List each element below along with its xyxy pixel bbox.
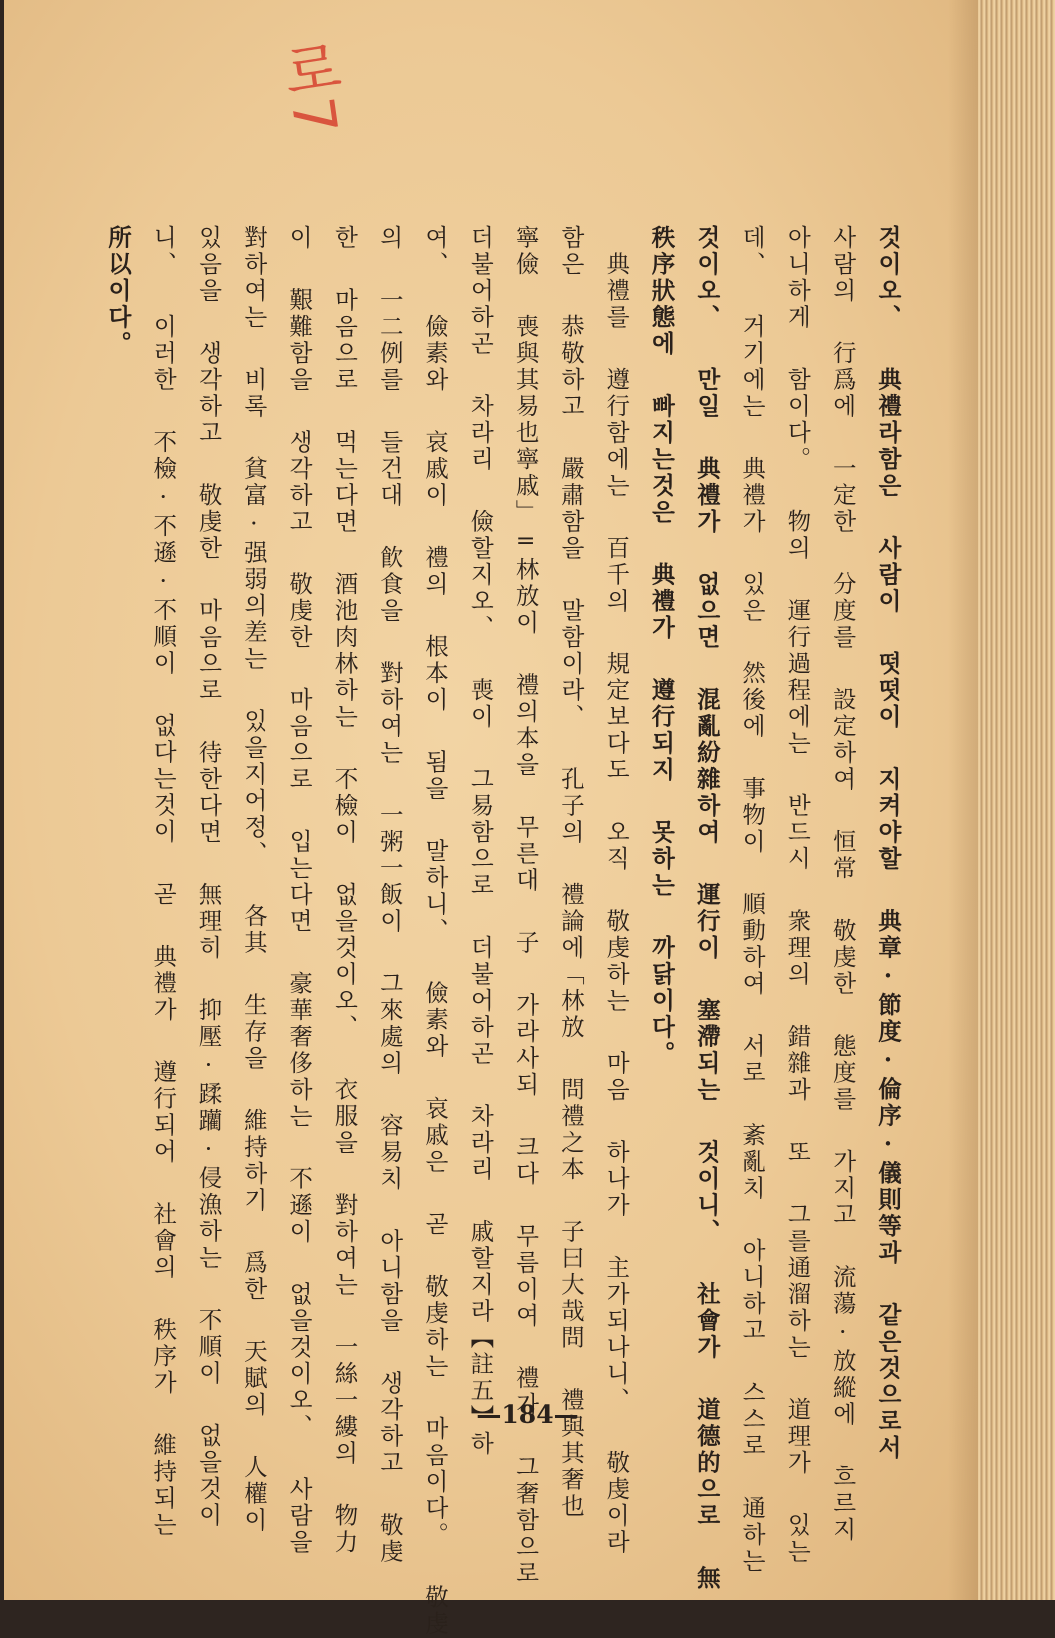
text-column: 있음을 생각하고 敬虔한 마음으로 待한다면 無理히 抑壓·蹂躪·侵漁하는 不順이 없을것이 [194,225,223,1529]
text-column: 對하여는 비록 貧富·强弱의差는 있을지어정、 各其 生存을 維持하기 爲한 天賦의 人權이 [239,225,268,1534]
text-column: 니、 이러한 不檢·不遜·不順이 없다는것이 곧 典禮가 遵行되어 社會의 秩序가 維持되는 [149,225,178,1539]
text-column: 여、 儉素와 哀戚이 禮의 根本이 됨을 말하니、 儉素와 哀戚은 곧 敬虔하는 마음이다。 敬虔 [421,225,450,1638]
text-column: 寧儉 喪與其易也寧戚」=林放이 禮의本을 무른대 子 가라사되 크다 무름이여 禮가 그奢함으로 [511,225,540,1587]
gutter-shadow [948,0,980,1600]
text-column: 의 一二例를 들건대 飮食을 對하여는 一粥一飯이 그來處의 容易치 아니함을 생각하고 敬虔 [375,225,404,1566]
text-column: 데、 거기에는 典禮가 있은 然後에 事物이 順動하여 서로 紊亂치 아니하고 스스로 通하는 [738,225,767,1575]
text-column: 더불어하곤 차라리 儉할지오、 喪이 그易함으로 더불어하곤 차라리 戚할지라【註五】하 [466,225,495,1458]
text-column: 한 마음으로 먹는다면 酒池肉林하는 不檢이 없을것이오、 衣服을 對하여는 一絲一縷의 物力 [330,225,359,1556]
text-column: 사람의 行爲에 一定한 分度를 設定하여 恒常 敬虔한 態度를 가지고 流蕩·放縱에 흐르지 [828,225,857,1544]
text-column: 것이오、 만일 典禮가 없으면 混亂紛雜하여 運行이 塞滯되는 것이니、 社會가 道德的으로 無 [692,225,721,1592]
text-column: 秩序狀態에 빠지는것은 典禮가 遵行되지 못하는 까닭이다。 [647,225,676,1068]
page-edge-stack [978,0,1055,1600]
text-column: 所以이다。 [103,225,132,358]
text-column: 것이오、 典禮라함은 사람이 떳떳이 지켜야할 典章·節度·倫序·儀則等과 같은것으로서 [874,225,902,1462]
text-column: 함은 恭敬하고 嚴肅함을 말함이라、 孔子의 禮論에「林放 問禮之本 子曰大哉問 禮與其奢也 [556,225,585,1520]
text-column: 典禮를 遵行함에는 百千의 規定보다도 오직 敬虔하는 마음 하나가 主가되나니、 敬虔이라 [602,225,631,1556]
page-number: —184— [476,1400,579,1429]
text-column: 이 艱難함을 생각하고 敬虔한 마음으로 입는다면 豪華奢侈하는 不遜이 없을것이오、 사람을 [285,225,314,1556]
handwritten-marginalia: 로7 [269,35,351,140]
text-column: 아니하게 함이다。 物의 運行過程에는 반드시 衆理의 錯雜과 또 그를通溜하는 道理가 있는 [783,225,812,1566]
